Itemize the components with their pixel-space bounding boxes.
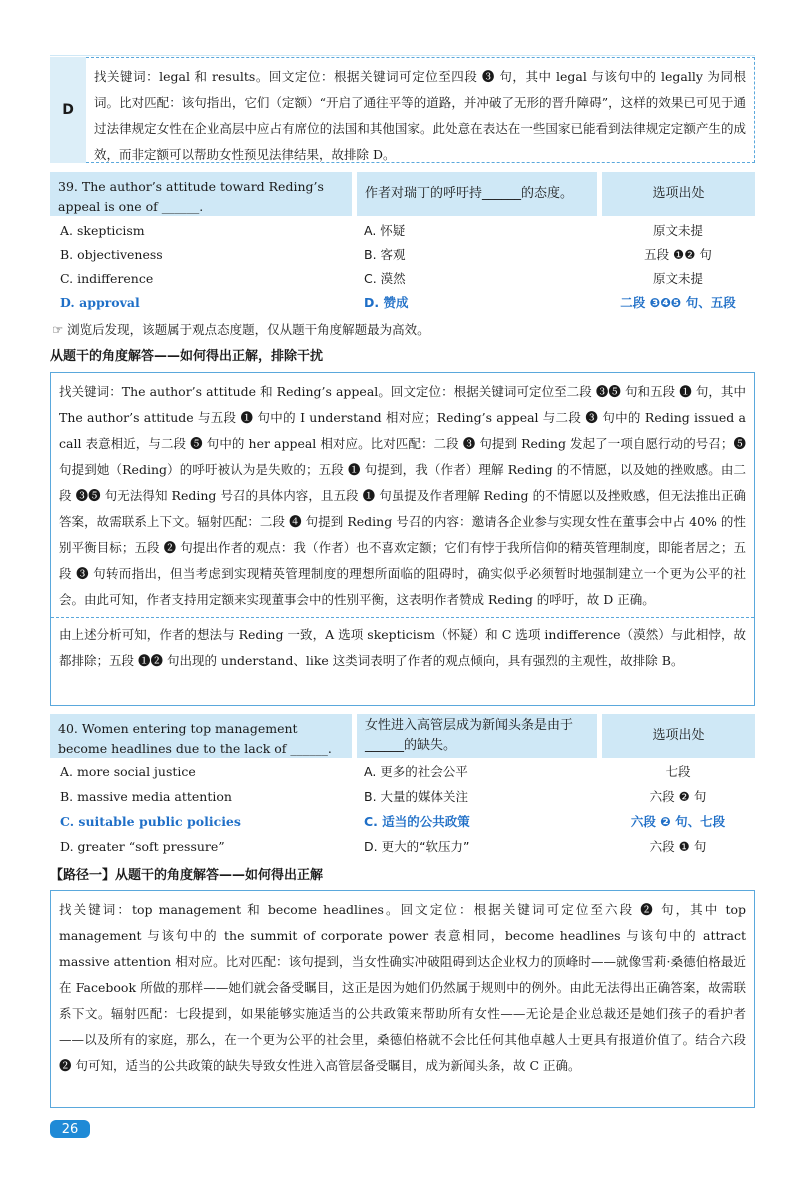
q39-exclusion-text: 由上述分析可知，作者的想法与 Reding 一致，A 选项 skepticism（怀疑）和 C 选项 indifference（漠然）与此相悖，故都排除；五段 ❶❷ 句出现的 understand、like 这类词表明了作者的观点倾向，具有强烈的主观性，故排除 B。 [59,627,746,668]
page-number: 26 [50,1120,90,1138]
q40-option-row-correct [50,809,755,833]
q40-option-row [50,784,755,808]
q39-option-cn: A. 怀疑 [364,223,406,238]
q39-option-cn: B. 客观 [364,247,406,262]
q40-source-header: 选项出处 [602,714,755,758]
q39-option-en: D. approval [60,294,140,310]
q40-option-source: 六段 ❶ 句 [649,839,707,854]
q39-tip-note: ☞ 浏览后发现，该题属于观点态度题，仅从题干角度解题最为高效。 [52,322,430,337]
q40-option-source: 七段 [665,764,691,779]
q39-header-row [50,172,755,216]
q39-source-header: 选项出处 [602,172,755,216]
q40-question-cn: 女性进入高管层成为新闻头条是由于______的缺失。 [357,714,597,758]
q39-option-source: 原文未提 [652,223,703,238]
q39-question-en: 39. The author’s attitude toward Reding’s appeal is one of ______. [50,172,352,216]
q40-option-cn: A. 更多的社会公平 [364,764,468,779]
q39-analysis-divider [51,617,754,618]
q39-option-en: C. indifference [60,270,154,286]
q40-option-en: C. suitable public policies [60,813,241,829]
q39-option-source: 五段 ❶❷ 句 [644,247,712,262]
option-d-explanation-box [50,57,755,163]
q40-option-cn: B. 大量的媒体关注 [364,789,469,804]
q40-option-row [50,834,755,858]
q40-option-en: D. greater “soft pressure” [60,838,225,854]
q39-option-row [50,218,755,242]
option-d-explanation-text: 找关键词：legal 和 results。回文定位：根据关键词可定位至四段 ❸ 句，其中 legal 与该句中的 legally 为同根词。比对匹配：该句指出，它们（定额）“开启了通往平等的道路，并冲破了无形的晋升障碍”，这样的效果已可见于通过法律规定女性在企业高层中应占有席位的法国和其他国家。此处意在表达在一些国家已能看到法律规定定额产生的成效，而非定额可以帮助女性预见法律结果，故排除 D。 [86,57,755,163]
q40-question-en: 40. Women entering top management become headlines due to the lack of ______. [50,714,352,758]
q39-option-cn: C. 漠然 [364,271,406,286]
q40-option-cn: D. 更大的“软压力” [364,839,470,854]
q40-option-source: 六段 ❷ 句、七段 [630,814,726,829]
q39-option-cn: D. 赞成 [364,295,409,310]
q39-option-en: B. objectiveness [60,246,163,262]
q40-header-row [50,714,755,758]
q39-option-row-correct [50,290,755,314]
q40-analysis-text: 找关键词：top management 和 become headlines。回文定位：根据关键词可定位至六段 ❷ 句，其中 top management 与该句中的 the summit of corporate power 表意相同，become headlines 与该句中的 attract massive attention 相对应。比对匹配：该句提到，当女性确实冲破阻碍到达企业权力的顶峰时——就像雪莉·桑德伯格最近在 Facebook 所做的那样——她们就会备受瞩目，这正是因为她们仍然属于规则中的例外。由此无法得出正确答案，故需联系下文。辐射匹配：七段提到，如果能够实施适当的公共政策来帮助所有女性——无论是企业总裁还是她们孩子的看护者——以及所有的家庭，那么，在一个更为公平的社会里，桑德伯格就不会比任何其他卓越人士更具有报道价值了。结合六段 ❷ 句可知，适当的公共政策的缺失导致女性进入高管层备受瞩目，成为新闻头条，故 C 正确。 [59,902,746,1073]
q39-analysis-text: 找关键词：The author’s attitude 和 Reding’s appeal。回文定位：根据关键词可定位至二段 ❸❺ 句和五段 ❶ 句，其中 The author’s attitude 与五段 ❶ 句中的 I understand 相对应；Reding’s appeal 与二段 ❸ 句中的 Reding issued a call 表意相近，与二段 ❺ 句中的 her appeal 相对应。比对匹配：二段 ❸ 句提到 Reding 发起了一项自愿行动的号召；❺ 句提到她（Reding）的呼吁被认为是失败的；五段 ❶ 句提到，我（作者）理解 Reding 的不情愿，以及她的挫败感。由二段 ❸❺ 句无法得知 Reding 号召的具体内容，且五段 ❶ 句虽提及作者理解 Reding 的不情愿以及挫败感，但无法推出正确答案，故需联系上下文。辐射匹配：二段 ❹ 句提到 Reding 号召的内容：邀请各企业参与实现女性在董事会中占 40% 的性别平衡目标；五段 ❷ 句提出作者的观点：我（作者）也不喜欢定额；它们有悖于我所信仰的精英管理制度，即能者居之；五段 ❸ 句转而指出，但当考虑到实现精英管理制度的理想所面临的阻碍时，确实似乎必须暂时地强制建立一个更为公平的社会。由此可知，作者支持用定额来实现董事会中的性别平衡，这表明作者赞成 Reding 的呼吁，故 D 正确。 [59,384,746,607]
q39-analysis-box [50,372,755,706]
q39-option-en: A. skepticism [60,222,145,238]
q40-analysis-box [50,890,755,1108]
q39-option-row [50,266,755,290]
q40-path-heading: 【路径一】从题干的角度解答——如何得出正解 [50,868,324,883]
q39-analysis-heading: 从题干的角度解答——如何得出正解，排除干扰 [50,349,324,364]
q40-option-source: 六段 ❷ 句 [649,789,707,804]
q40-option-row [50,759,755,783]
q40-option-en: A. more social justice [60,763,196,779]
q40-option-en: B. massive media attention [60,788,232,804]
q39-question-cn: 作者对瑞丁的呼吁持______的态度。 [357,172,597,216]
top-rule [50,55,755,56]
option-d-label: D [50,57,86,163]
q39-option-source: 二段 ❸❹❺ 句、五段 [620,295,736,310]
q39-option-row [50,242,755,266]
q40-option-cn: C. 适当的公共政策 [364,814,470,829]
q39-option-source: 原文未提 [652,271,703,286]
